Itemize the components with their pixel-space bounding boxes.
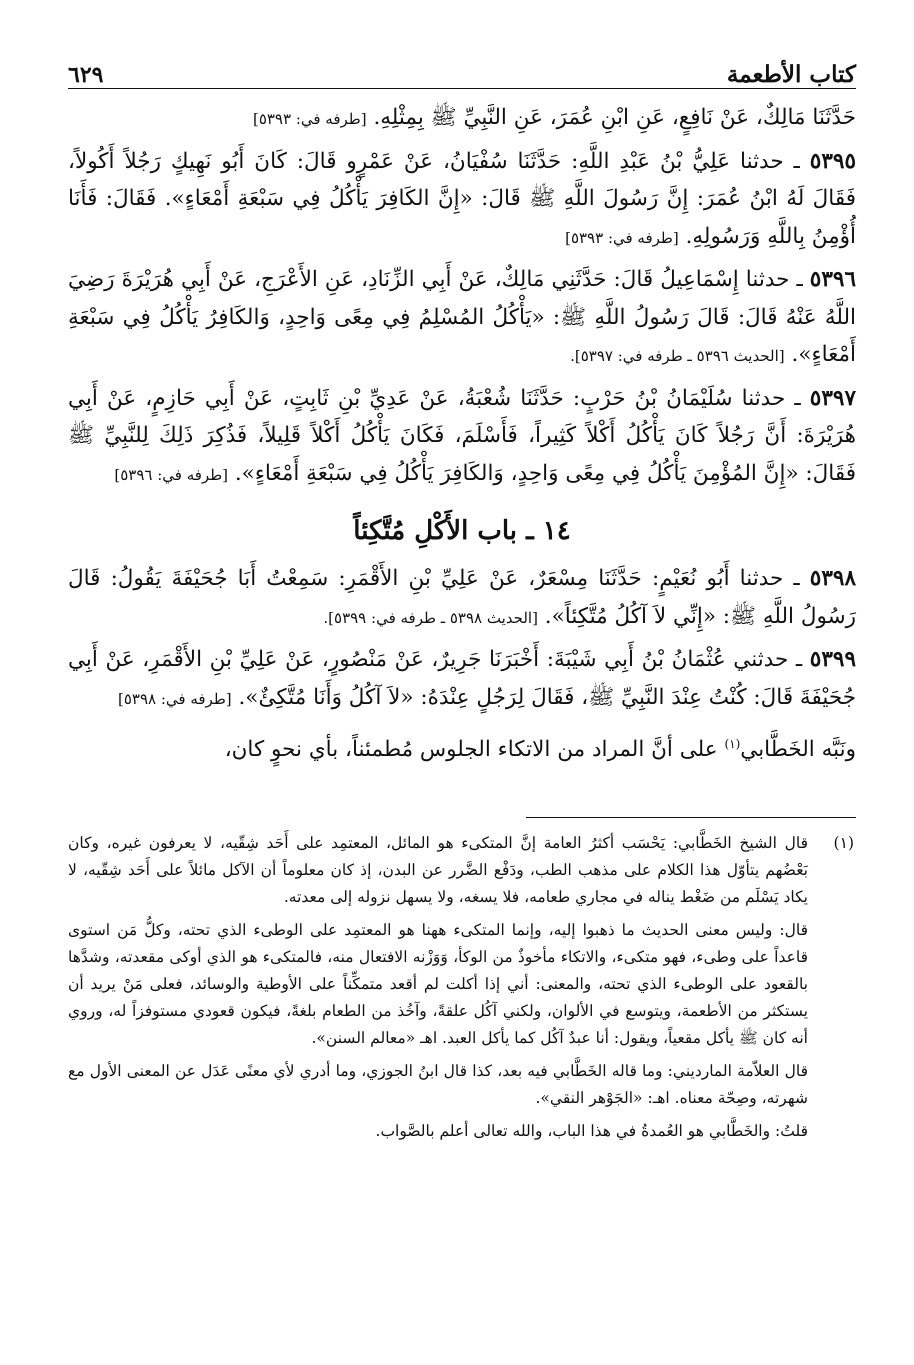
hadith-paragraph xyxy=(68,261,856,376)
commentary-text-end: على أنَّ المراد من الاتكاء الجلوس مُطمئناً، بأي نحوٍ كان، xyxy=(224,737,725,763)
cross-reference: [طرفه في: ٥٣٩٣] xyxy=(252,110,367,128)
hadith-paragraph xyxy=(68,99,856,139)
footnote-separator xyxy=(526,817,856,818)
commentary-paragraph xyxy=(68,726,856,769)
cross-reference: [الحديث ٥٣٩٨ ـ طرفه في: ٥٣٩٩]. xyxy=(323,608,538,627)
footnote-paragraph: قال العلاّمة المارديني: وما قاله الخَطَّابي فيه بعد، كذا قال ابنُ الجوزي، وما أدري لأي معنًى عَدَل عن المعنى الأول مع شهرته، وصِحّة معناه. اهـ: «الجَوْهر النقي». xyxy=(68,1061,808,1107)
cross-reference: [طرفه في: ٥٣٩٨] xyxy=(117,689,232,708)
hadith-text: ـ حدثنا عَلِيُّ بْنُ عَبْدِ اللَّهِ: حَدَّثَنَا سُفْيَانُ، عَنْ عَمْرٍو قَالَ: كَانَ أَبُو نَهِيكٍ رَجُلاً أَكُولاً، فَقَالَ لَهُ ابْنُ عُمَرَ: إِنَّ رَسُولَ اللَّهِ ﷺ قَالَ: «إِنَّ الكَافِرَ يَأْكُلُ فِي سَبْعَةِ أَمْعَاءٍ». فَقَالَ: فَأَنَا أُؤْمِنُ بِاللَّهِ وَرَسُولِهِ. xyxy=(68,148,856,249)
hadith-paragraph xyxy=(68,641,856,718)
hadith-text: ـ حدثني عُثْمَانُ بْنُ أَبِي شَيْبَةَ: أَخْبَرَنَا جَرِيرٌ، عَنْ مَنْصُورٍ، عَنْ عَلِيِّ بْنِ الأَقْمَرِ، عَنْ أَبِي جُحَيْفَةَ قَالَ: كُنْتُ عِنْدَ النَّبِيِّ ﷺ، فَقَالَ لِرَجُلٍ عِنْدَهُ: «لاَ آكُلُ وَأَنَا مُتَّكِئٌ». xyxy=(68,647,856,710)
page-number: ٦٢٩ xyxy=(68,62,104,88)
hadith-text: حَدَّثَنَا مَالِكٌ، عَنْ نَافِعٍ، عَنِ ابْنِ عُمَرَ، عَنِ النَّبِيِّ ﷺ بِمِثْلِهِ. xyxy=(373,105,856,130)
footnote-paragraph: قال: وليس معنى الحديث ما ذهبوا إليه، وإنما المتكىء ههنا هو المعتمِد على الوطىء الذي تحته، وكلُّ مَن استوى قاعداً على وطىء، فهو متكىء، والاتكاء مأخوذٌ من الوكأ، وَوَزْنه الافتعال منه، فالمتكىء هو الذي أوكى مقعدته، وشدَّها بالقعود على الوطىء الذي تحته، والمعنى: أني إذا أكلت لم أقعد متمكِّناً على الأوطية والوسائد، فعلى مَنْ يريد أن يستكثر من الأطعمة، ويتوسع في الألوان، ولكني آكُل علقةً، وآخُذ من الطعام بلغةً، فيكون قعودي مستوفزاً له، وروي أنه كان ﷺ يأكل مقعياً، ويقول: أنا عبدٌ آكُل كما يأكل العبد. اهـ «معالم السنن». xyxy=(68,920,808,1047)
cross-reference: [طرفه في: ٥٣٩٣] xyxy=(565,228,679,247)
hadith-number: ٥٣٩٦ xyxy=(809,267,856,292)
footnote-reference[interactable]: (١) xyxy=(724,737,741,751)
book-section-title: كتاب الأطعمة xyxy=(726,61,856,88)
hadith-paragraph xyxy=(68,560,856,637)
main-text xyxy=(68,99,856,769)
footnote xyxy=(68,830,856,1145)
cross-reference: [طرفه في: ٥٣٩٦] xyxy=(114,465,228,484)
hadith-number: ٥٣٩٨ xyxy=(809,566,856,591)
footnote-marker: (١) xyxy=(833,833,854,852)
hadith-number: ٥٣٩٧ xyxy=(809,385,856,411)
hadith-paragraph xyxy=(68,143,856,258)
running-header xyxy=(68,52,856,89)
chapter-heading: ١٤ ـ باب الأَكْلِ مُتَّكِئاً xyxy=(353,516,571,546)
hadith-number: ٥٣٩٩ xyxy=(809,647,856,672)
footnote-paragraph: قلتُ: والخَطَّابي هو العُمدةُ في هذا الباب، والله تعالى أعلم بالصَّواب. xyxy=(375,1121,808,1140)
hadith-text: ـ حدثنا سُلَيْمَانُ بْنُ حَرْبٍ: حَدَّثَنَا شُعْبَةُ، عَنْ عَدِيِّ بْنِ ثَابِتٍ، عَنْ أَبِي حَازِمٍ، عَنْ أَبِي هُرَيْرَةَ: أَنَّ رَجُلاً كَانَ يَأْكُلُ أَكْلاً كَثِيراً، فَأَسْلَمَ، فَكَانَ يَأْكُلُ أَكْلاً قَلِيلاً، فَذُكِرَ ذَلِكَ لِلنَّبِيِّ ﷺ فَقَالَ: «إِنَّ المُؤْمِنَ يَأْكُلُ فِي مِعًى وَاحِدٍ، وَالكَافِرَ يَأْكُلُ فِي سَبْعَةِ أَمْعَاءٍ». xyxy=(68,385,856,486)
hadith-text: ـ حدثنا إِسْمَاعِيلُ قَالَ: حَدَّثَنِي مَالِكٌ، عَنْ أَبِي الزِّنَادِ، عَنِ الأَعْرَجِ، عَنْ أَبِي هُرَيْرَةَ رَضِيَ اللَّهُ عَنْهُ قَالَ: قَالَ رَسُولُ اللَّهِ ﷺ: «يَأْكُلُ المُسْلِمُ فِي مِعًى وَاحِدٍ، وَالكَافِرُ يَأْكُلُ فِي سَبْعَةِ أَمْعَاءٍ». xyxy=(68,267,856,367)
book-page xyxy=(68,52,856,1365)
commentary-text-start: ونَبَّه الخَطَّابي xyxy=(740,737,856,763)
cross-reference: [الحديث ٥٣٩٦ ـ طرفه في: ٥٣٩٧]. xyxy=(570,347,785,365)
hadith-paragraph xyxy=(68,380,856,495)
hadith-text: ـ حدثنا أَبُو نُعَيْمٍ: حَدَّثَنَا مِسْعَرٌ، عَنْ عَلِيِّ بْنِ الأَقْمَرِ: سَمِعْتُ أَبَا جُحَيْفَةَ يَقُولُ: قَالَ رَسُولُ اللَّهِ ﷺ: «إِنِّي لاَ آكُلُ مُتَّكِئاً». xyxy=(68,566,856,629)
hadith-number: ٥٣٩٥ xyxy=(809,148,856,174)
footnote-paragraph: قال الشيخ الخَطَّابي: يَحْسَب أكثرُ العامة إنَّ المتكىء هو المائل، المعتمِد على أَحَد شِقّيه، لا يعرفون غيره، وكان بَعْضُهم يتأوّل هذا الكلام على مذهب الطب، ودَفْع الضَّرر عن البدن، إذ كان معلوماً أن الآكل مائلاً على أَحَد شِقّيه، لا يكاد يَسْلَم من ضَغْط يناله في مجاري طعامه، فلا يسغه، ولا يسهل نزوله إلى معدته. xyxy=(68,833,808,906)
